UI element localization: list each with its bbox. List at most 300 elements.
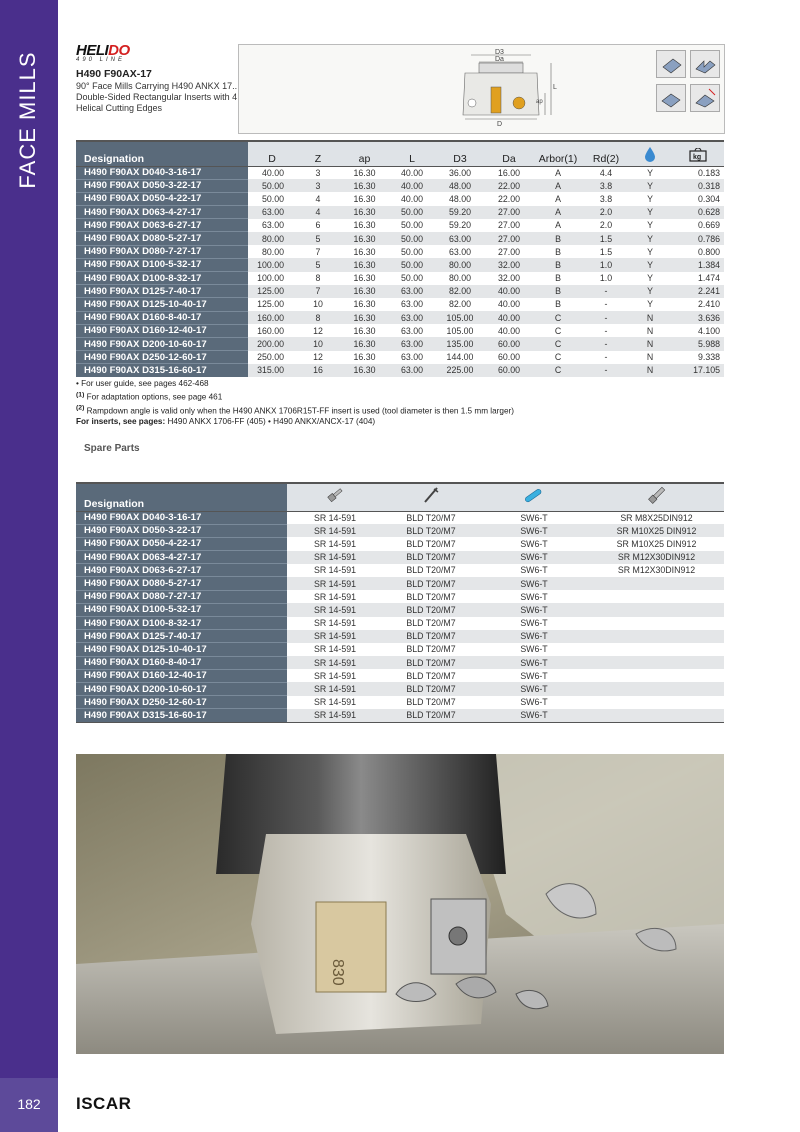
spec-cell-da: 60.00 [497,352,520,363]
spec-cell-arbor: B [533,285,583,298]
application-icons [656,50,722,114]
spare-cell-wrench: SW6-T [520,670,548,681]
spare-cell-designation: H490 F90AX D250-12-60-17 [76,696,287,709]
spare-cell-wrench: SW6-T [479,551,589,564]
spec-cell-ap: 16.30 [340,232,389,245]
spare-header-row [76,483,724,511]
spare-cell-wrench: SW6-T [479,524,589,537]
spare-parts-table [76,482,724,723]
spec-cell-d: 80.00 [261,246,284,257]
spec-header-row [76,141,724,166]
spec-cell-z: 10 [313,299,323,310]
spec-cell-d: 200.00 [248,337,296,350]
spec-cell-designation: H490 F90AX D100-8-32-17 [76,272,248,285]
spare-cell-wrench: SW6-T [520,565,548,576]
spare-cell-arbor-screw [589,696,724,709]
ap-label: ap [536,99,543,105]
spec-cell-d3: 80.00 [448,273,471,284]
spare-cell-designation: H490 F90AX D080-5-27-17 [76,577,287,590]
spare-cell-arbor-screw [589,709,724,722]
spec-cell-l: 63.00 [389,364,435,377]
spec-cell-weight: 2.241 [671,285,724,298]
spare-cell-arbor-screw [589,630,724,643]
spec-row [76,298,724,311]
spec-cell-d: 125.00 [248,285,296,298]
insert-marking: 830 [329,959,346,986]
spec-cell-z: 7 [315,246,321,257]
spare-row [76,537,724,550]
spare-cell-wrench: SW6-T [479,577,589,590]
spare-cell-arbor-screw [589,669,724,682]
spare-row [76,524,724,537]
spec-cell-l: 50.00 [389,206,435,219]
spec-cell-arbor: C [554,352,562,363]
l-label: L [553,84,557,91]
spec-cell-d3: 225.00 [435,364,485,377]
spec-cell-rd: 2.0 [599,220,613,231]
spec-cell-designation: H490 F90AX D063-6-27-17 [76,219,248,232]
spec-cell-da: 22.00 [485,179,533,192]
spare-cell-screw: SR 14-591 [313,618,357,629]
spec-row [76,219,724,232]
spare-cell-designation: H490 F90AX D063-4-27-17 [76,551,287,564]
spec-cell-ap: 16.30 [353,193,376,204]
spare-cell-arbor-screw [589,617,724,630]
spec-cell-z: 3 [296,179,340,192]
specification-table [76,140,724,377]
spare-cell-designation: H490 F90AX D160-8-40-17 [76,656,287,669]
spec-cell-ap: 16.30 [340,311,389,324]
spec-cell-rd: 1.0 [583,258,629,271]
tool-diagram [239,45,726,135]
spec-cell-l: 63.00 [400,325,423,336]
spec-cell-designation: H490 F90AX D040-3-16-17 [76,166,248,179]
spare-row [76,603,724,616]
spare-cell-screw: SR 14-591 [287,551,383,564]
spare-cell-wrench: SW6-T [479,709,589,722]
spec-cell-ap: 16.30 [340,285,389,298]
spare-cell-screw: SR 14-591 [287,709,383,722]
spare-cell-designation: H490 F90AX D100-8-32-17 [76,617,287,630]
spec-cell-d: 250.00 [257,352,284,363]
spare-row [76,577,724,590]
spare-cell-designation: H490 F90AX D063-6-27-17 [76,564,287,577]
spare-cell-screw: SR 14-591 [313,670,357,681]
spec-cell-designation: H490 F90AX D080-5-27-17 [76,232,248,245]
da-label: Da [495,56,504,63]
product-description: 90° Face Mills Carrying H490 ANKX 17.. Double-Sided Rectangular Inserts with 4 Helical Cutting Edges [76,81,238,113]
spec-cell-coolant: Y [647,167,653,178]
spec-cell-ap: 16.30 [353,325,376,336]
spec-cell-d: 63.00 [248,206,296,219]
weight-icon [671,141,724,166]
spare-cell-wrench: SW6-T [479,682,589,695]
spec-cell-ap: 16.30 [353,273,376,284]
face-milling-icon [656,50,686,78]
spec-cell-weight: 0.304 [697,193,720,204]
spec-cell-z: 10 [296,337,340,350]
spare-cell-screw: SR 14-591 [287,577,383,590]
section-title: FACE MILLS [15,51,40,189]
spec-cell-rd: - [583,285,629,298]
spec-cell-designation: H490 F90AX D100-5-32-17 [76,258,248,271]
spec-cell-da: 40.00 [485,311,533,324]
spec-cell-d3: 63.00 [435,232,485,245]
spec-row [76,285,724,298]
spec-cell-coolant: N [629,364,671,377]
spec-cell-coolant: Y [647,273,653,284]
spec-cell-ap: 16.30 [340,179,389,192]
spec-cell-z: 5 [296,258,340,271]
spec-cell-weight: 0.800 [697,246,720,257]
spec-cell-rd: - [583,337,629,350]
spare-row [76,709,724,722]
helido-logo: HELIDO [76,42,130,59]
spec-cell-da: 32.00 [485,258,533,271]
spec-cell-coolant: N [646,352,654,363]
spec-cell-da: 27.00 [485,206,533,219]
spec-cell-coolant: Y [629,285,671,298]
product-photo [76,754,724,1054]
note-rampdown: $^{(2)}$ Rampdown angle is valid only when the H490 ANKX 1706R15T-FF insert is used (tool diameter is then 1.5 mm larger) [76,404,514,416]
spare-cell-key: BLD T20/M7 [383,551,479,564]
spec-cell-z: 12 [313,325,323,336]
spec-cell-weight: 0.318 [671,179,724,192]
spec-cell-designation: H490 F90AX D200-10-60-17 [76,337,248,350]
wrench-icon [479,483,589,511]
spec-cell-coolant: N [629,337,671,350]
spare-cell-designation: H490 F90AX D315-16-60-17 [76,709,287,722]
shoulder-milling-icon [690,50,720,78]
spec-cell-ap: 16.30 [353,352,376,363]
spec-cell-weight: 0.786 [671,232,724,245]
spec-cell-designation: H490 F90AX D125-10-40-17 [76,298,248,311]
spec-cell-designation: H490 F90AX D315-16-60-17 [76,364,248,377]
spare-row [76,630,724,643]
spec-cell-coolant: Y [647,246,653,257]
spec-cell-l: 63.00 [389,311,435,324]
spec-cell-d3: 48.00 [435,179,485,192]
spec-cell-arbor: A [533,179,583,192]
spec-cell-coolant: Y [647,220,653,231]
spec-cell-l: 40.00 [400,193,423,204]
spec-cell-d3: 135.00 [435,337,485,350]
spec-cell-d: 160.00 [257,325,284,336]
spec-row [76,272,724,285]
spec-cell-arbor: A [555,167,561,178]
spare-cell-screw: SR 14-591 [313,512,357,523]
spec-cell-coolant: Y [647,193,653,204]
spec-cell-rd: - [604,352,608,363]
spec-cell-designation: H490 F90AX D125-7-40-17 [76,285,248,298]
footer-brand: ISCAR [76,1094,132,1113]
ramping-icon [690,84,720,112]
col-rd: Rd(2) [583,141,629,166]
spec-cell-d: 100.00 [248,258,296,271]
spare-cell-wrench: SW6-T [520,618,548,629]
spare-cell-key: BLD T20/M7 [406,697,456,708]
spec-row [76,192,724,205]
spec-cell-z: 8 [315,273,321,284]
spec-cell-da: 60.00 [485,337,533,350]
spec-cell-d3: 63.00 [448,246,471,257]
spec-cell-d3: 105.00 [446,325,474,336]
spec-row [76,258,724,271]
spec-cell-da: 60.00 [485,364,533,377]
spec-cell-d3: 36.00 [448,167,471,178]
spec-cell-d3: 59.20 [435,206,485,219]
spec-cell-weight: 17.105 [671,364,724,377]
spare-cell-arbor-screw [589,682,724,695]
spec-cell-weight: 1.474 [697,273,720,284]
logo-subtitle: 490 LINE [76,57,126,63]
spec-cell-d3: 82.00 [435,285,485,298]
spec-cell-rd: 1.5 [583,232,629,245]
spare-cell-arbor-screw [589,656,724,669]
spare-cell-arbor-screw: SR M12X30DIN912 [589,551,724,564]
spec-cell-l: 50.00 [400,220,423,231]
spec-cell-l: 50.00 [400,273,423,284]
spare-row [76,564,724,577]
spec-row [76,311,724,324]
spec-cell-weight: 0.183 [697,167,720,178]
spec-cell-z: 6 [315,220,321,231]
spare-row [76,696,724,709]
spare-cell-screw: SR 14-591 [287,603,383,616]
spec-cell-da: 27.00 [497,220,520,231]
spec-cell-arbor: A [555,193,561,204]
spec-cell-z: 16 [296,364,340,377]
spec-cell-ap: 16.30 [353,299,376,310]
spare-cell-screw: SR 14-591 [287,682,383,695]
spare-cell-key: BLD T20/M7 [406,565,456,576]
product-title: H490 F90AX-17 [76,68,152,80]
spare-cell-screw: SR 14-591 [313,591,357,602]
col-da: Da [485,141,533,166]
spare-cell-wrench: SW6-T [520,591,548,602]
spec-cell-coolant: N [629,311,671,324]
spare-cell-designation: H490 F90AX D050-4-22-17 [76,537,287,550]
spec-cell-d: 63.00 [261,220,284,231]
spare-cell-arbor-screw: SR M8X25DIN912 [620,512,693,523]
spare-cell-screw: SR 14-591 [313,644,357,655]
spare-cell-wrench: SW6-T [520,538,548,549]
sidebar [0,0,58,1132]
spare-cell-key: BLD T20/M7 [406,670,456,681]
spec-row [76,206,724,219]
svg-text:kg: kg [692,153,701,161]
spec-cell-coolant: Y [629,206,671,219]
spare-cell-wrench: SW6-T [520,697,548,708]
spec-cell-d3: 144.00 [446,352,474,363]
spare-cell-key: BLD T20/M7 [406,644,456,655]
spec-cell-coolant: Y [629,258,671,271]
note-user-guide: • For user guide, see pages 462-468 [76,379,209,388]
spec-cell-l: 63.00 [400,299,423,310]
spare-row [76,617,724,630]
spare-cell-screw: SR 14-591 [313,538,357,549]
spec-cell-arbor: A [533,206,583,219]
coolant-icon [629,141,671,166]
spare-cell-arbor-screw [589,603,724,616]
page-number: 182 [17,1096,41,1112]
spec-cell-d: 50.00 [261,193,284,204]
spec-cell-coolant: N [646,325,654,336]
spec-cell-ap: 16.30 [353,246,376,257]
spec-cell-d3: 80.00 [435,258,485,271]
spec-cell-l: 63.00 [389,337,435,350]
spec-cell-rd: 2.0 [583,206,629,219]
spec-cell-ap: 16.30 [353,220,376,231]
spec-cell-l: 50.00 [400,246,423,257]
spare-cell-screw: SR 14-591 [313,697,357,708]
spare-col-designation: Designation [76,483,287,511]
note-inserts: For inserts, see pages: H490 ANKX 1706-FF (405) • H490 ANKX/ANCX-17 (404) [76,417,376,427]
spare-cell-designation: H490 F90AX D160-12-40-17 [76,669,287,682]
spec-cell-arbor: C [533,364,583,377]
spare-cell-designation: H490 F90AX D200-10-60-17 [76,682,287,695]
spec-cell-designation: H490 F90AX D080-7-27-17 [76,245,248,258]
col-d: D [248,141,296,166]
spec-cell-z: 4 [296,206,340,219]
spare-cell-designation: H490 F90AX D100-5-32-17 [76,603,287,616]
tool-diagram-box [238,44,725,134]
spec-cell-da: 27.00 [497,246,520,257]
spec-cell-l: 63.00 [400,352,423,363]
spec-cell-designation: H490 F90AX D250-12-60-17 [76,351,248,364]
spare-cell-designation: H490 F90AX D080-7-27-17 [76,590,287,603]
spare-cell-designation: H490 F90AX D125-10-40-17 [76,643,287,656]
spare-cell-wrench: SW6-T [479,630,589,643]
spec-cell-coolant: Y [647,299,653,310]
spec-cell-d3: 82.00 [448,299,471,310]
spare-cell-designation: H490 F90AX D125-7-40-17 [76,630,287,643]
spare-cell-key: BLD T20/M7 [383,682,479,695]
spec-row [76,166,724,179]
spec-cell-d3: 59.20 [448,220,471,231]
spec-cell-weight: 4.100 [697,325,720,336]
spec-cell-ap: 16.30 [340,206,389,219]
arbor-screw-icon [589,483,724,511]
spec-cell-weight: 9.338 [697,352,720,363]
spare-row [76,656,724,669]
spec-cell-weight: 3.636 [671,311,724,324]
spec-cell-arbor: C [533,337,583,350]
spec-cell-rd: - [604,325,608,336]
spec-cell-z: 8 [296,311,340,324]
spec-cell-arbor: B [533,232,583,245]
spec-cell-designation: H490 F90AX D160-8-40-17 [76,311,248,324]
spec-cell-da: 32.00 [497,273,520,284]
spec-cell-z: 12 [313,352,323,363]
col-arbor: Arbor(1) [533,141,583,166]
spare-cell-designation: H490 F90AX D040-3-16-17 [76,511,287,524]
spare-cell-key: BLD T20/M7 [383,577,479,590]
spec-cell-arbor: B [555,299,561,310]
spec-cell-ap: 16.30 [340,337,389,350]
spare-row [76,511,724,524]
spec-cell-arbor: B [555,273,561,284]
spare-row [76,643,724,656]
spec-cell-da: 40.00 [497,325,520,336]
spec-row [76,324,724,337]
col-l: L [389,141,435,166]
spare-cell-arbor-screw [589,577,724,590]
d3-label: D3 [495,49,504,56]
spec-cell-coolant: Y [629,232,671,245]
spec-cell-da: 40.00 [497,299,520,310]
spec-cell-rd: 3.8 [583,179,629,192]
spare-cell-key: BLD T20/M7 [383,709,479,722]
spec-cell-rd: - [604,299,608,310]
spec-cell-da: 40.00 [485,285,533,298]
spare-cell-key: BLD T20/M7 [383,524,479,537]
spare-cell-key: BLD T20/M7 [406,512,456,523]
spec-cell-weight: 0.669 [697,220,720,231]
key-icon [383,483,479,511]
spec-cell-d: 40.00 [261,167,284,178]
spare-cell-wrench: SW6-T [520,644,548,655]
spec-cell-rd: 1.5 [599,246,613,257]
spec-cell-rd: - [583,364,629,377]
col-ap: ap [340,141,389,166]
spec-cell-rd: 1.0 [599,273,613,284]
spec-cell-designation: H490 F90AX D050-3-22-17 [76,179,248,192]
spec-cell-l: 40.00 [389,179,435,192]
spec-cell-z: 3 [315,167,321,178]
spare-cell-arbor-screw [589,643,724,656]
spare-cell-screw: SR 14-591 [313,565,357,576]
spare-cell-arbor-screw: SR M10X25 DIN912 [616,538,697,549]
spec-cell-arbor: C [533,311,583,324]
spec-cell-da: 16.00 [497,167,520,178]
d-label: D [497,121,503,128]
spare-cell-key: BLD T20/M7 [383,630,479,643]
spare-row [76,551,724,564]
spare-cell-wrench: SW6-T [520,512,548,523]
spec-cell-z: 7 [296,285,340,298]
spec-cell-l: 50.00 [389,258,435,271]
spare-parts-heading: Spare Parts [84,443,140,454]
spec-cell-d: 50.00 [248,179,296,192]
spec-cell-d: 80.00 [248,232,296,245]
spec-cell-ap: 16.30 [340,364,389,377]
spare-cell-wrench: SW6-T [479,656,589,669]
spec-cell-weight: 2.410 [697,299,720,310]
spec-cell-designation: H490 F90AX D050-4-22-17 [76,192,248,205]
spare-cell-key: BLD T20/M7 [406,538,456,549]
spec-cell-da: 27.00 [485,232,533,245]
col-d3: D3 [435,141,485,166]
spare-cell-designation: H490 F90AX D050-3-22-17 [76,524,287,537]
spare-cell-screw: SR 14-591 [287,630,383,643]
spec-cell-designation: H490 F90AX D063-4-27-17 [76,206,248,219]
spec-cell-arbor: A [555,220,561,231]
spare-cell-arbor-screw [589,590,724,603]
spec-cell-rd: - [583,311,629,324]
note-adaptation: $^{(1)}$ For adaptation options, see page 461 [76,391,223,402]
spec-cell-designation: H490 F90AX D160-12-40-17 [76,324,248,337]
spec-row [76,245,724,258]
spec-cell-weight: 1.384 [671,258,724,271]
spec-cell-z: 5 [296,232,340,245]
spec-cell-weight: 0.628 [671,206,724,219]
spec-row [76,364,724,377]
spec-cell-weight: 5.988 [671,337,724,350]
spec-row [76,351,724,364]
spare-row [76,669,724,682]
spare-cell-wrench: SW6-T [479,603,589,616]
